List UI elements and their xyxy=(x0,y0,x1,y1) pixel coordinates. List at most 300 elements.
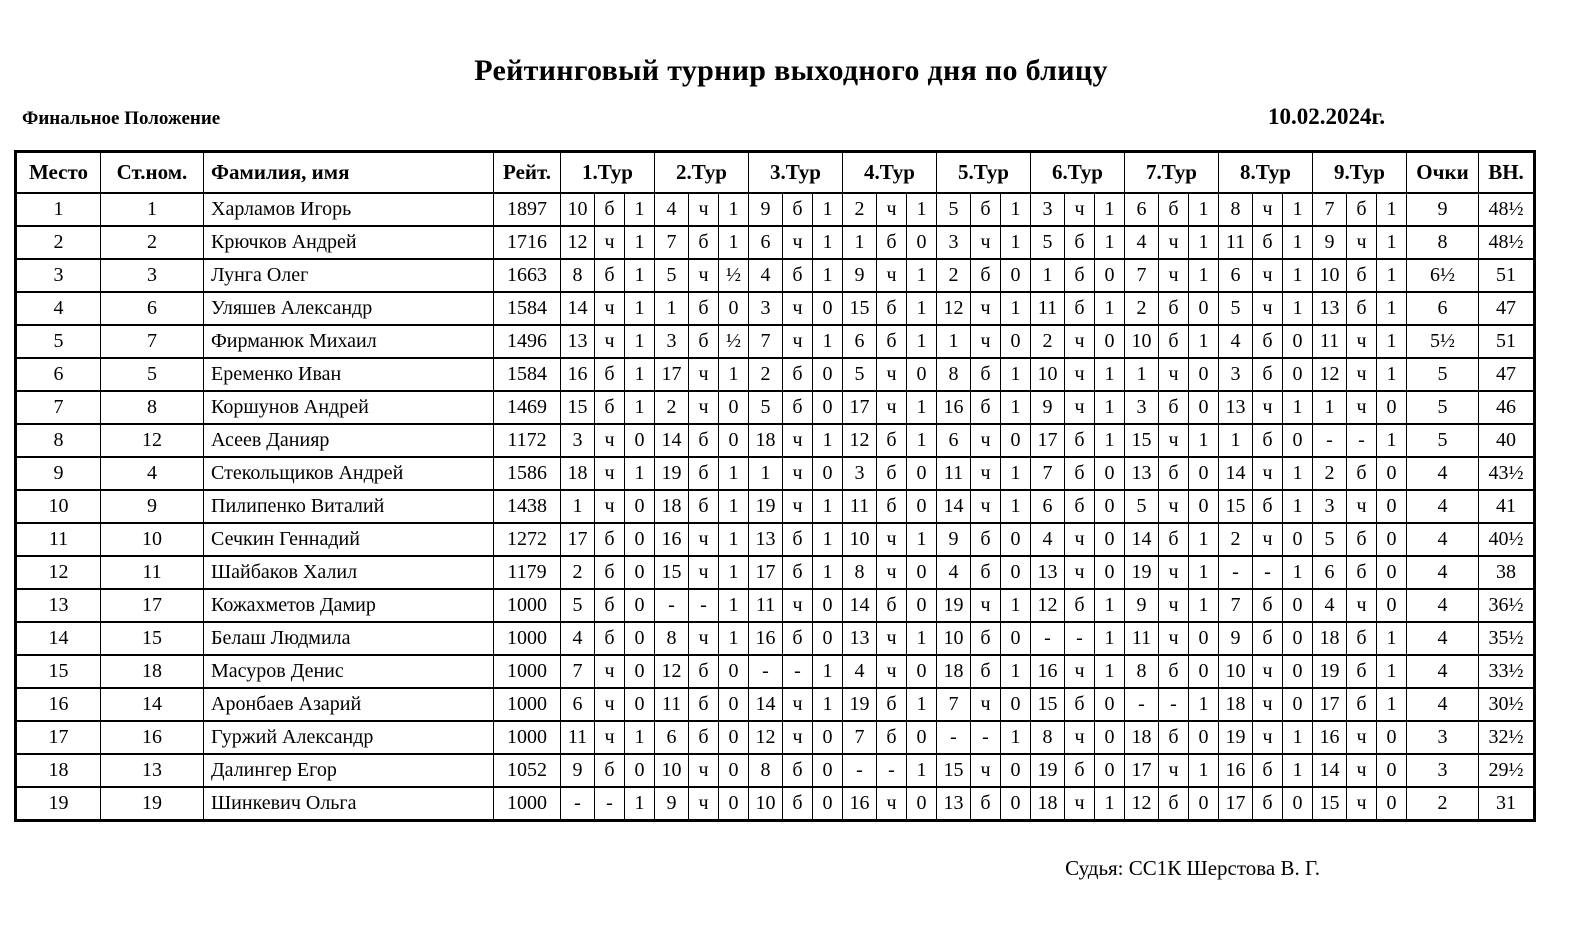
round-opponent-cell: 17 xyxy=(843,391,877,424)
round-color-cell: б xyxy=(971,556,1001,589)
round-result-cell: 1 xyxy=(1283,490,1313,523)
round-color-cell: б xyxy=(1159,655,1189,688)
round-opponent-cell: 3 xyxy=(749,292,783,325)
round-result-cell: 1 xyxy=(1377,325,1407,358)
round-color-cell: ч xyxy=(1065,523,1095,556)
round-color-cell: б xyxy=(877,424,907,457)
table-row xyxy=(16,589,1535,622)
col-header-name: Фамилия, имя xyxy=(204,152,494,194)
round-opponent-cell: 17 xyxy=(1313,688,1347,721)
start-number-cell: 3 xyxy=(101,259,204,292)
round-opponent-cell: 17 xyxy=(749,556,783,589)
round-result-cell: 0 xyxy=(1189,655,1219,688)
place-cell: 15 xyxy=(16,655,101,688)
round-opponent-cell: 13 xyxy=(843,622,877,655)
round-color-cell: ч xyxy=(1159,226,1189,259)
points-cell: 9 xyxy=(1407,193,1479,226)
round-opponent-cell: 2 xyxy=(1031,325,1065,358)
round-color-cell: б xyxy=(783,622,813,655)
round-opponent-cell: 10 xyxy=(843,523,877,556)
round-opponent-cell: 16 xyxy=(1219,754,1253,787)
round-result-cell: 0 xyxy=(1095,457,1125,490)
round-color-cell: ч xyxy=(1347,358,1377,391)
round-result-cell: 0 xyxy=(813,358,843,391)
round-color-cell: б xyxy=(877,292,907,325)
round-color-cell: б xyxy=(1253,589,1283,622)
round-opponent-cell: 5 xyxy=(1219,292,1253,325)
round-opponent-cell: 17 xyxy=(655,358,689,391)
round-color-cell: б xyxy=(1065,292,1095,325)
round-color-cell: - xyxy=(1159,688,1189,721)
round-opponent-cell: 11 xyxy=(1031,292,1065,325)
round-result-cell: 0 xyxy=(1283,622,1313,655)
player-name-cell: Пилипенко Виталий xyxy=(204,490,494,523)
round-color-cell: ч xyxy=(1159,622,1189,655)
buchholz-cell: 35½ xyxy=(1479,622,1535,655)
points-cell: 5 xyxy=(1407,391,1479,424)
round-color-cell: - xyxy=(783,655,813,688)
buchholz-cell: 51 xyxy=(1479,259,1535,292)
table-row xyxy=(16,325,1535,358)
round-color-cell: б xyxy=(595,391,625,424)
place-cell: 6 xyxy=(16,358,101,391)
round-color-cell: ч xyxy=(595,292,625,325)
round-opponent-cell: 3 xyxy=(1313,490,1347,523)
round-result-cell: 1 xyxy=(1283,292,1313,325)
round-color-cell: ч xyxy=(971,292,1001,325)
round-color-cell: ч xyxy=(971,424,1001,457)
round-color-cell: б xyxy=(1065,424,1095,457)
round-color-cell: б xyxy=(971,391,1001,424)
round-opponent-cell: 6 xyxy=(1219,259,1253,292)
subheader xyxy=(0,104,1582,150)
round-result-cell: 0 xyxy=(719,754,749,787)
round-opponent-cell: 6 xyxy=(937,424,971,457)
buchholz-cell: 29½ xyxy=(1479,754,1535,787)
round-result-cell: 0 xyxy=(719,787,749,821)
table-row xyxy=(16,358,1535,391)
round-result-cell: 0 xyxy=(1283,523,1313,556)
col-header-round-5: 5.Тур xyxy=(937,152,1031,194)
round-opponent-cell: 15 xyxy=(937,754,971,787)
place-cell: 16 xyxy=(16,688,101,721)
round-result-cell: 0 xyxy=(1189,622,1219,655)
points-cell: 4 xyxy=(1407,655,1479,688)
round-color-cell: б xyxy=(1253,787,1283,821)
round-result-cell: 1 xyxy=(719,556,749,589)
round-result-cell: 0 xyxy=(1095,490,1125,523)
round-result-cell: 1 xyxy=(625,292,655,325)
round-color-cell: ч xyxy=(1065,556,1095,589)
round-result-cell: 1 xyxy=(625,721,655,754)
round-result-cell: 0 xyxy=(907,556,937,589)
round-result-cell: 1 xyxy=(719,523,749,556)
round-opponent-cell: 14 xyxy=(1219,457,1253,490)
round-opponent-cell: 11 xyxy=(1125,622,1159,655)
round-color-cell: б xyxy=(1253,424,1283,457)
round-opponent-cell: 7 xyxy=(561,655,595,688)
round-color-cell: б xyxy=(595,193,625,226)
round-opponent-cell: 8 xyxy=(655,622,689,655)
round-result-cell: 1 xyxy=(625,193,655,226)
round-opponent-cell: 9 xyxy=(937,523,971,556)
round-result-cell: 0 xyxy=(1189,490,1219,523)
round-result-cell: 0 xyxy=(719,655,749,688)
place-cell: 7 xyxy=(16,391,101,424)
round-result-cell: 0 xyxy=(1189,391,1219,424)
round-opponent-cell: 16 xyxy=(937,391,971,424)
round-result-cell: 0 xyxy=(625,655,655,688)
round-opponent-cell: 5 xyxy=(561,589,595,622)
round-color-cell: б xyxy=(689,292,719,325)
round-result-cell: 1 xyxy=(1283,556,1313,589)
round-result-cell: 0 xyxy=(625,589,655,622)
round-opponent-cell: - xyxy=(1031,622,1065,655)
round-color-cell: ч xyxy=(971,490,1001,523)
round-result-cell: 1 xyxy=(1377,193,1407,226)
round-result-cell: 0 xyxy=(907,358,937,391)
round-result-cell: 1 xyxy=(1189,325,1219,358)
round-color-cell: б xyxy=(595,754,625,787)
round-opponent-cell: 8 xyxy=(843,556,877,589)
round-result-cell: 1 xyxy=(1283,391,1313,424)
col-header-round-1: 1.Тур xyxy=(561,152,655,194)
round-opponent-cell: 11 xyxy=(843,490,877,523)
round-opponent-cell: 18 xyxy=(1031,787,1065,821)
round-color-cell: ч xyxy=(971,688,1001,721)
round-color-cell: ч xyxy=(783,490,813,523)
round-color-cell: - xyxy=(971,721,1001,754)
buchholz-cell: 32½ xyxy=(1479,721,1535,754)
start-number-cell: 12 xyxy=(101,424,204,457)
round-opponent-cell: 11 xyxy=(1313,325,1347,358)
buchholz-cell: 40½ xyxy=(1479,523,1535,556)
round-opponent-cell: 11 xyxy=(561,721,595,754)
round-result-cell: 1 xyxy=(813,490,843,523)
rating-cell: 1897 xyxy=(494,193,561,226)
points-cell: 5 xyxy=(1407,424,1479,457)
round-result-cell: 1 xyxy=(907,688,937,721)
round-opponent-cell: 4 xyxy=(1031,523,1065,556)
points-cell: 4 xyxy=(1407,523,1479,556)
round-result-cell: 1 xyxy=(1377,655,1407,688)
rating-cell: 1438 xyxy=(494,490,561,523)
round-color-cell: б xyxy=(783,193,813,226)
round-opponent-cell: 15 xyxy=(561,391,595,424)
round-opponent-cell: 10 xyxy=(1219,655,1253,688)
round-result-cell: 0 xyxy=(907,490,937,523)
round-result-cell: 1 xyxy=(907,424,937,457)
table-row xyxy=(16,391,1535,424)
points-cell: 4 xyxy=(1407,688,1479,721)
round-opponent-cell: 14 xyxy=(937,490,971,523)
round-result-cell: 0 xyxy=(719,292,749,325)
round-result-cell: 1 xyxy=(813,259,843,292)
round-color-cell: ч xyxy=(1159,490,1189,523)
round-result-cell: 0 xyxy=(813,589,843,622)
round-result-cell: 0 xyxy=(813,721,843,754)
round-result-cell: 0 xyxy=(1377,490,1407,523)
round-result-cell: 1 xyxy=(813,424,843,457)
round-color-cell: ч xyxy=(783,292,813,325)
buchholz-cell: 40 xyxy=(1479,424,1535,457)
round-color-cell: б xyxy=(1065,490,1095,523)
player-name-cell: Еременко Иван xyxy=(204,358,494,391)
round-result-cell: 1 xyxy=(1377,226,1407,259)
player-name-cell: Аронбаев Азарий xyxy=(204,688,494,721)
rating-cell: 1496 xyxy=(494,325,561,358)
table-row xyxy=(16,556,1535,589)
round-color-cell: ч xyxy=(1159,556,1189,589)
round-color-cell: - xyxy=(1253,556,1283,589)
round-result-cell: 0 xyxy=(625,424,655,457)
page-title: Рейтинговый турнир выходного дня по блицу xyxy=(474,54,1108,87)
start-number-cell: 13 xyxy=(101,754,204,787)
round-result-cell: 0 xyxy=(1283,325,1313,358)
place-cell: 5 xyxy=(16,325,101,358)
round-result-cell: 1 xyxy=(813,226,843,259)
round-color-cell: б xyxy=(595,358,625,391)
round-color-cell: ч xyxy=(1065,325,1095,358)
round-opponent-cell: 19 xyxy=(655,457,689,490)
round-result-cell: 0 xyxy=(813,292,843,325)
round-opponent-cell: 1 xyxy=(749,457,783,490)
round-result-cell: 1 xyxy=(719,622,749,655)
round-opponent-cell: 12 xyxy=(655,655,689,688)
rating-cell: 1716 xyxy=(494,226,561,259)
round-result-cell: 0 xyxy=(625,490,655,523)
round-color-cell: ч xyxy=(1347,589,1377,622)
round-opponent-cell: 9 xyxy=(1031,391,1065,424)
round-opponent-cell: 11 xyxy=(749,589,783,622)
round-color-cell: ч xyxy=(783,226,813,259)
round-result-cell: 0 xyxy=(1189,787,1219,821)
round-opponent-cell: 14 xyxy=(1313,754,1347,787)
round-opponent-cell: 6 xyxy=(1313,556,1347,589)
round-result-cell: 1 xyxy=(1001,457,1031,490)
round-color-cell: б xyxy=(971,622,1001,655)
round-opponent-cell: 4 xyxy=(1313,589,1347,622)
round-color-cell: б xyxy=(1159,391,1189,424)
round-opponent-cell: 7 xyxy=(655,226,689,259)
round-opponent-cell: - xyxy=(561,787,595,821)
place-cell: 3 xyxy=(16,259,101,292)
round-color-cell: ч xyxy=(1065,655,1095,688)
place-cell: 10 xyxy=(16,490,101,523)
start-number-cell: 17 xyxy=(101,589,204,622)
round-color-cell: ч xyxy=(1347,721,1377,754)
round-color-cell: б xyxy=(1347,259,1377,292)
round-opponent-cell: 12 xyxy=(561,226,595,259)
round-opponent-cell: 19 xyxy=(843,688,877,721)
round-color-cell: ч xyxy=(689,754,719,787)
round-result-cell: 0 xyxy=(1095,688,1125,721)
round-opponent-cell: 6 xyxy=(1031,490,1065,523)
round-result-cell: 1 xyxy=(1095,622,1125,655)
round-color-cell: б xyxy=(1159,457,1189,490)
round-opponent-cell: 6 xyxy=(843,325,877,358)
round-result-cell: 1 xyxy=(1283,457,1313,490)
rating-cell: 1179 xyxy=(494,556,561,589)
round-result-cell: 0 xyxy=(1377,589,1407,622)
round-color-cell: - xyxy=(1347,424,1377,457)
round-opponent-cell: 19 xyxy=(749,490,783,523)
start-number-cell: 1 xyxy=(101,193,204,226)
round-result-cell: 1 xyxy=(625,391,655,424)
round-color-cell: б xyxy=(595,523,625,556)
round-color-cell: ч xyxy=(595,688,625,721)
col-header-rating: Рейт. xyxy=(494,152,561,194)
round-color-cell: б xyxy=(1159,721,1189,754)
round-result-cell: 0 xyxy=(907,226,937,259)
round-color-cell: ч xyxy=(1253,193,1283,226)
round-color-cell: б xyxy=(877,589,907,622)
tournament-date: 10.02.2024г. xyxy=(1268,104,1386,129)
round-result-cell: 1 xyxy=(907,325,937,358)
round-color-cell: б xyxy=(1347,622,1377,655)
round-color-cell: б xyxy=(1347,457,1377,490)
round-color-cell: ч xyxy=(1253,655,1283,688)
round-opponent-cell: 8 xyxy=(1219,193,1253,226)
round-opponent-cell: 4 xyxy=(749,259,783,292)
table-header-row xyxy=(16,152,1535,194)
round-opponent-cell: 6 xyxy=(749,226,783,259)
round-color-cell: ч xyxy=(1347,391,1377,424)
round-opponent-cell: 7 xyxy=(1125,259,1159,292)
round-color-cell: ч xyxy=(1253,259,1283,292)
round-opponent-cell: 18 xyxy=(1219,688,1253,721)
round-opponent-cell: 18 xyxy=(937,655,971,688)
round-opponent-cell: 3 xyxy=(655,325,689,358)
round-result-cell: 1 xyxy=(1377,292,1407,325)
player-name-cell: Шайбаков Халил xyxy=(204,556,494,589)
round-color-cell: ч xyxy=(1253,292,1283,325)
start-number-cell: 15 xyxy=(101,622,204,655)
round-opponent-cell: 15 xyxy=(1219,490,1253,523)
round-color-cell: ч xyxy=(595,490,625,523)
points-cell: 3 xyxy=(1407,754,1479,787)
round-opponent-cell: 5 xyxy=(1031,226,1065,259)
round-result-cell: 1 xyxy=(625,325,655,358)
round-opponent-cell: - xyxy=(655,589,689,622)
table-row xyxy=(16,523,1535,556)
round-result-cell: 1 xyxy=(907,259,937,292)
place-cell: 18 xyxy=(16,754,101,787)
round-color-cell: б xyxy=(783,754,813,787)
table-row xyxy=(16,226,1535,259)
round-opponent-cell: 18 xyxy=(561,457,595,490)
start-number-cell: 10 xyxy=(101,523,204,556)
round-opponent-cell: 2 xyxy=(1219,523,1253,556)
results-table xyxy=(14,150,1536,822)
round-color-cell: ч xyxy=(971,754,1001,787)
player-name-cell: Асеев Данияр xyxy=(204,424,494,457)
round-color-cell: ч xyxy=(689,193,719,226)
round-opponent-cell: 8 xyxy=(937,358,971,391)
round-color-cell: ч xyxy=(1065,721,1095,754)
round-color-cell: ч xyxy=(783,721,813,754)
round-opponent-cell: - xyxy=(843,754,877,787)
table-row xyxy=(16,622,1535,655)
player-name-cell: Уляшев Александр xyxy=(204,292,494,325)
round-result-cell: 1 xyxy=(1095,226,1125,259)
round-color-cell: б xyxy=(1347,193,1377,226)
round-opponent-cell: 16 xyxy=(749,622,783,655)
player-name-cell: Харламов Игорь xyxy=(204,193,494,226)
round-color-cell: ч xyxy=(1159,424,1189,457)
round-opponent-cell: 9 xyxy=(843,259,877,292)
round-opponent-cell: 8 xyxy=(1031,721,1065,754)
round-color-cell: б xyxy=(783,556,813,589)
round-result-cell: 1 xyxy=(1095,193,1125,226)
round-color-cell: б xyxy=(689,721,719,754)
round-opponent-cell: 14 xyxy=(561,292,595,325)
round-result-cell: 1 xyxy=(1377,259,1407,292)
round-opponent-cell: 4 xyxy=(843,655,877,688)
round-result-cell: 0 xyxy=(1095,325,1125,358)
round-color-cell: ч xyxy=(971,226,1001,259)
round-color-cell: ч xyxy=(1253,523,1283,556)
round-color-cell: б xyxy=(971,259,1001,292)
start-number-cell: 6 xyxy=(101,292,204,325)
buchholz-cell: 47 xyxy=(1479,358,1535,391)
round-result-cell: 1 xyxy=(1189,754,1219,787)
round-color-cell: б xyxy=(595,589,625,622)
round-result-cell: 0 xyxy=(1001,424,1031,457)
round-result-cell: 1 xyxy=(1189,523,1219,556)
rating-cell: 1052 xyxy=(494,754,561,787)
place-cell: 1 xyxy=(16,193,101,226)
round-color-cell: б xyxy=(595,556,625,589)
round-result-cell: 1 xyxy=(1095,358,1125,391)
rating-cell: 1663 xyxy=(494,259,561,292)
round-opponent-cell: 9 xyxy=(1219,622,1253,655)
round-result-cell: 1 xyxy=(813,688,843,721)
round-opponent-cell: 4 xyxy=(1125,226,1159,259)
round-opponent-cell: 7 xyxy=(843,721,877,754)
points-cell: 4 xyxy=(1407,589,1479,622)
round-color-cell: б xyxy=(1253,754,1283,787)
points-cell: 4 xyxy=(1407,490,1479,523)
start-number-cell: 11 xyxy=(101,556,204,589)
buchholz-cell: 48½ xyxy=(1479,193,1535,226)
round-result-cell: 1 xyxy=(719,358,749,391)
round-result-cell: 1 xyxy=(1283,754,1313,787)
round-opponent-cell: 12 xyxy=(1125,787,1159,821)
round-opponent-cell: - xyxy=(1219,556,1253,589)
table-row xyxy=(16,424,1535,457)
round-result-cell: 0 xyxy=(907,655,937,688)
round-color-cell: ч xyxy=(1347,226,1377,259)
place-cell: 11 xyxy=(16,523,101,556)
round-result-cell: 1 xyxy=(1283,259,1313,292)
round-color-cell: б xyxy=(689,457,719,490)
round-opponent-cell: 17 xyxy=(1125,754,1159,787)
table-row xyxy=(16,655,1535,688)
round-opponent-cell: 15 xyxy=(1313,787,1347,821)
round-opponent-cell: 19 xyxy=(937,589,971,622)
round-color-cell: ч xyxy=(783,589,813,622)
round-result-cell: 0 xyxy=(1283,655,1313,688)
round-opponent-cell: 16 xyxy=(1313,721,1347,754)
start-number-cell: 19 xyxy=(101,787,204,821)
col-header-points: Очки xyxy=(1407,152,1479,194)
round-opponent-cell: 10 xyxy=(1313,259,1347,292)
points-cell: 2 xyxy=(1407,787,1479,821)
rating-cell: 1584 xyxy=(494,292,561,325)
round-opponent-cell: 13 xyxy=(1219,391,1253,424)
round-opponent-cell: 4 xyxy=(1219,325,1253,358)
